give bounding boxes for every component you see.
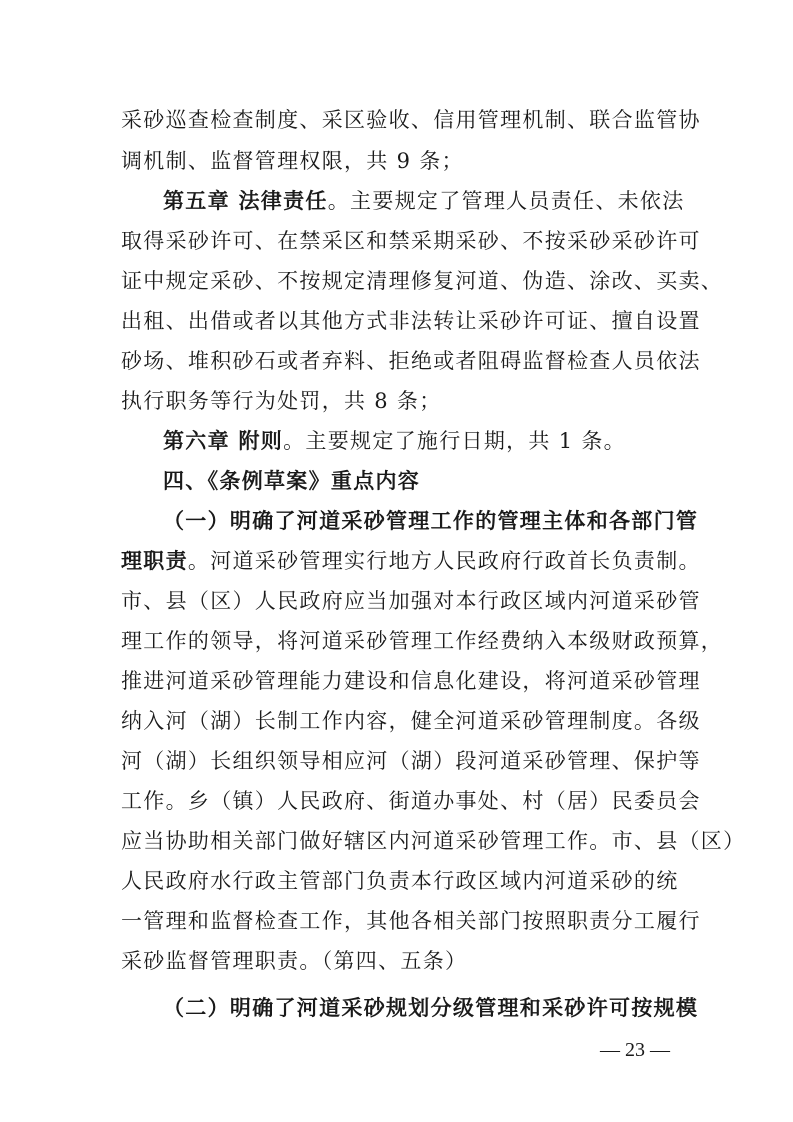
paragraph-line: 一管理和监督检查工作，其他各相关部门按照职责分工履行 [121,909,701,933]
paragraph-line: 采砂巡查检查制度、采区验收、信用管理机制、联合监管协 [121,108,701,132]
paragraph-line: 应当协助相关部门做好辖区内河道采砂管理工作。市、县（区） [121,829,746,853]
paragraph-line [121,548,701,573]
paragraph-line: 砂场、堆积砂石或者弃料、拒绝或者阻碍监督检查人员依法 [121,349,701,373]
paragraph-line: 工作。乡（镇）人民政府、街道办事处、村（居）民委员会 [121,789,701,813]
chapter-5-paragraph [163,189,723,213]
paragraph-line: 证中规定采砂、不按规定清理修复河道、伪造、涂改、买卖、 [121,269,724,293]
subsection-heading-1-cont: 理职责 [121,548,188,573]
chapter-6-text: 。主要规定了施行日期，共 1 条。 [283,429,626,453]
paragraph-line: 取得采砂许可、在禁采区和禁采期采砂、不按采砂采砂许可 [121,229,701,253]
chapter-6-label: 第六章 附则 [163,429,284,453]
subsection-heading-1: （一）明确了河道采砂管理工作的管理主体和各部门管 [163,508,699,533]
chapter-5-text: 。主要规定了管理人员责任、未依法 [327,189,685,213]
paragraph-line: 理工作的领导，将河道采砂管理工作经费纳入本级财政预算， [121,629,724,653]
paragraph-line: 河（湖）长组织领导相应河（湖）段河道采砂管理、保护等 [121,749,701,773]
paragraph-line: 人民政府水行政主管部门负责本行政区域内河道采砂的统 [121,869,679,893]
section-heading: 四、《条例草案》重点内容 [163,469,421,493]
paragraph-line: 调机制、监督管理权限，共 9 条； [121,149,464,173]
chapter-5-label: 第五章 法律责任 [163,189,328,213]
paragraph-text: 。河道采砂管理实行地方人民政府行政首长负责制。 [187,549,701,573]
page-number: — 23 — [600,1039,670,1061]
paragraph-line: 出租、出借或者以其他方式非法转让采砂许可证、擅自设置 [121,309,701,333]
paragraph-line: 执行职务等行为处罚，共 8 条； [121,389,442,413]
paragraph-line: 采砂监督管理职责。（第四、五条） [121,949,468,973]
subsection-heading-2: （二）明确了河道采砂规划分级管理和采砂许可按规模 [163,995,699,1020]
paragraph-line: 市、县（区）人民政府应当加强对本行政区域内河道采砂管 [121,589,701,613]
chapter-6-paragraph [163,429,723,453]
paragraph-line: 推进河道采砂管理能力建设和信息化建设，将河道采砂管理 [121,669,701,693]
paragraph-line: 纳入河（湖）长制工作内容，健全河道采砂管理制度。各级 [121,709,701,733]
